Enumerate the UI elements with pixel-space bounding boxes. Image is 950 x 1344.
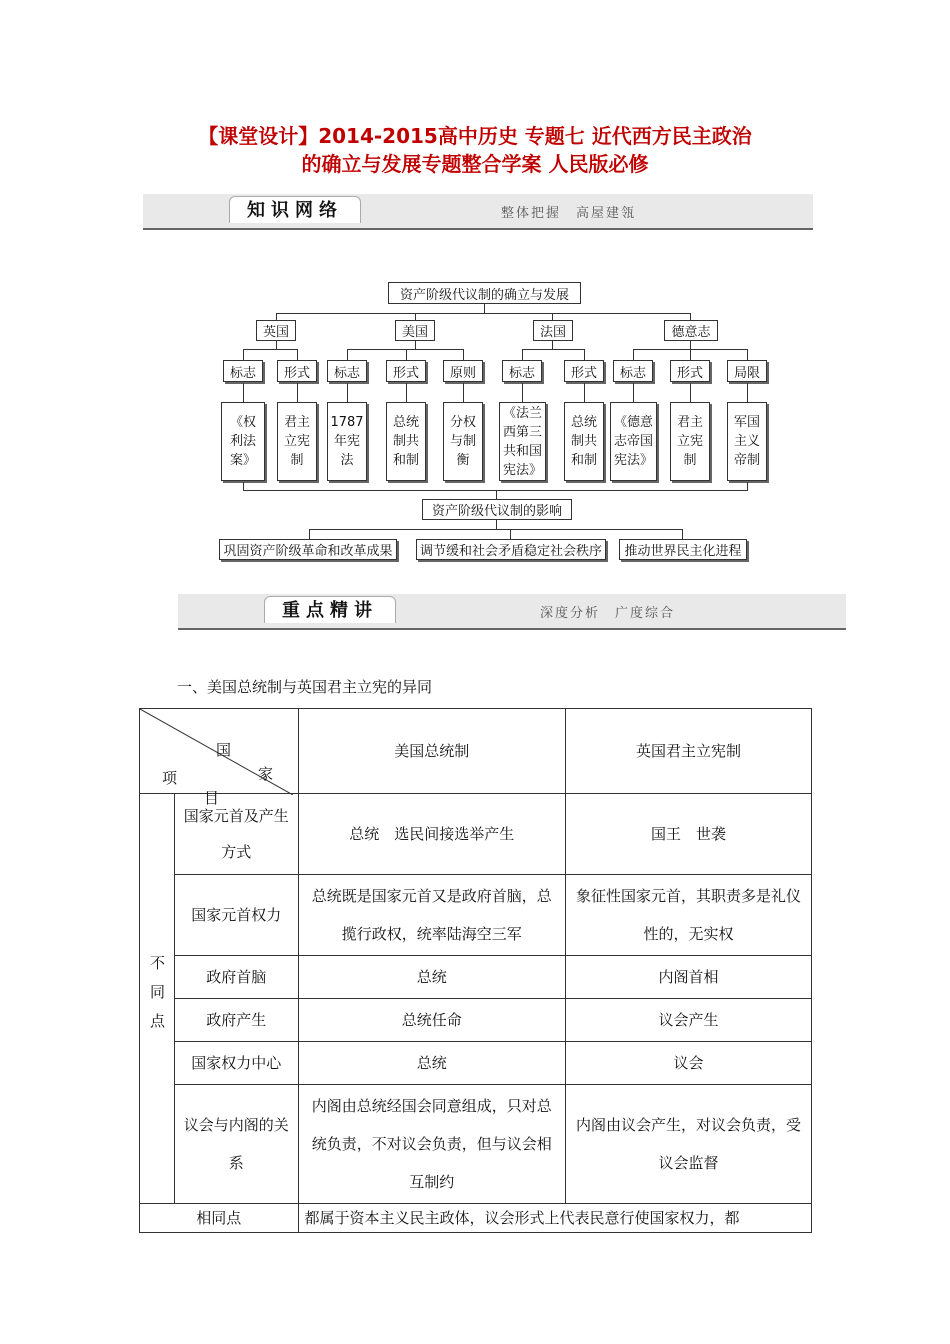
row-uk: 国王 世袭 xyxy=(566,794,812,875)
table-header-row xyxy=(140,709,812,794)
content-de-constitutional-monarchy: 君主立宪制 xyxy=(670,402,710,481)
label-fr-form: 形式 xyxy=(564,360,604,382)
row-item: 国家元首权力 xyxy=(175,875,299,956)
knowledge-network-banner xyxy=(143,194,813,230)
doc-title-line2: 的确立与发展专题整合学案 人民版必修 xyxy=(301,152,649,176)
banner-tag: 知识网络 xyxy=(229,196,361,223)
row-uk: 内阁由议会产生，对议会负责，受议会监督 xyxy=(566,1085,812,1204)
result-promote-democratization: 推动世界民主化进程 xyxy=(619,539,747,560)
country-uk: 英国 xyxy=(256,320,296,341)
table-row xyxy=(140,956,812,999)
content-french-constitution: 《法兰西第三共和国宪法》 xyxy=(499,402,546,481)
label-de-sign: 标志 xyxy=(613,360,653,382)
label-us-principle: 原则 xyxy=(443,360,483,382)
banner-tag: 重点精讲 xyxy=(264,596,396,623)
corner-country-1: 国 xyxy=(216,741,232,759)
row-item: 政府首脑 xyxy=(175,956,299,999)
same-row xyxy=(140,1204,812,1233)
country-us: 美国 xyxy=(395,320,435,341)
row-item: 国家元首及产生方式 xyxy=(175,794,299,875)
result-consolidate-revolution: 巩固资产阶级革命和改革成果 xyxy=(219,539,397,560)
row-uk: 内阁首相 xyxy=(566,956,812,999)
content-militarist-empire: 军国主义帝制 xyxy=(727,402,767,481)
content-us-presidential-republic: 总统制共和制 xyxy=(386,402,426,481)
content-bill-of-rights: 《权利法案》 xyxy=(221,402,265,481)
row-us: 总统任命 xyxy=(298,999,566,1042)
content-fr-presidential-republic: 总统制共和制 xyxy=(564,402,604,481)
table-row xyxy=(140,1085,812,1204)
table-row xyxy=(140,1042,812,1085)
corner-cell xyxy=(140,709,299,807)
header-us: 美国总统制 xyxy=(298,709,566,794)
country-germany: 德意志 xyxy=(664,320,718,341)
content-1787-constitution: 1787年宪法 xyxy=(327,402,367,481)
row-uk: 象征性国家元首，其职责多是礼仪性的，无实权 xyxy=(566,875,812,956)
corner-item-2: 目 xyxy=(204,789,220,807)
header-uk: 英国君主立宪制 xyxy=(566,709,812,794)
row-us: 内阁由总统经国会同意组成，只对总统负责，不对议会负责，但与议会相互制约 xyxy=(298,1085,566,1204)
label-uk-form: 形式 xyxy=(277,360,317,382)
corner-country-2: 家 xyxy=(258,765,274,783)
label-uk-sign: 标志 xyxy=(223,360,263,382)
result-ease-social-conflict: 调节缓和社会矛盾稳定社会秩序 xyxy=(416,539,606,560)
banner-subtitle: 整体把握 高屋建瓴 xyxy=(501,206,637,221)
row-uk: 议会产生 xyxy=(566,999,812,1042)
label-us-form: 形式 xyxy=(386,360,426,382)
content-separation-of-powers: 分权与制衡 xyxy=(443,402,483,481)
country-france: 法国 xyxy=(533,320,573,341)
banner-subtitle: 深度分析 广度综合 xyxy=(540,606,676,621)
same-label: 相同点 xyxy=(140,1204,299,1233)
content-uk-constitutional-monarchy: 君主立宪制 xyxy=(277,402,317,481)
row-us: 总统既是国家元首又是政府首脑，总揽行政权，统率陆海空三军 xyxy=(298,875,566,956)
label-fr-sign: 标志 xyxy=(502,360,542,382)
key-points-banner xyxy=(178,594,846,630)
comparison-table xyxy=(139,708,812,1233)
label-us-sign: 标志 xyxy=(327,360,367,382)
row-item: 国家权力中心 xyxy=(175,1042,299,1085)
row-us: 总统 xyxy=(298,956,566,999)
table-row xyxy=(140,794,812,875)
content-german-constitution: 《德意志帝国宪法》 xyxy=(610,402,657,481)
diagram-root: 资产阶级代议制的确立与发展 xyxy=(388,282,581,304)
row-item: 政府产生 xyxy=(175,999,299,1042)
label-de-form: 形式 xyxy=(670,360,710,382)
corner-item-1: 项 xyxy=(162,769,178,787)
diagram-impact: 资产阶级代议制的影响 xyxy=(422,499,572,520)
diff-label-text: 不同点 xyxy=(148,955,166,1042)
label-de-limit: 局限 xyxy=(727,360,767,382)
diff-label xyxy=(140,794,175,1204)
table-row xyxy=(140,999,812,1042)
row-item: 议会与内阁的关系 xyxy=(175,1085,299,1204)
same-text: 都属于资本主义民主政体，议会形式上代表民意行使国家权力，都 xyxy=(298,1204,811,1233)
section-heading: 一、美国总统制与英国君主立宪的异同 xyxy=(177,678,433,696)
doc-title-line1: 【课堂设计】2014-2015高中历史 专题七 近代西方民主政治 xyxy=(198,124,752,148)
table-row xyxy=(140,875,812,956)
row-us: 总统 xyxy=(298,1042,566,1085)
row-uk: 议会 xyxy=(566,1042,812,1085)
row-us: 总统 选民间接选举产生 xyxy=(298,794,566,875)
